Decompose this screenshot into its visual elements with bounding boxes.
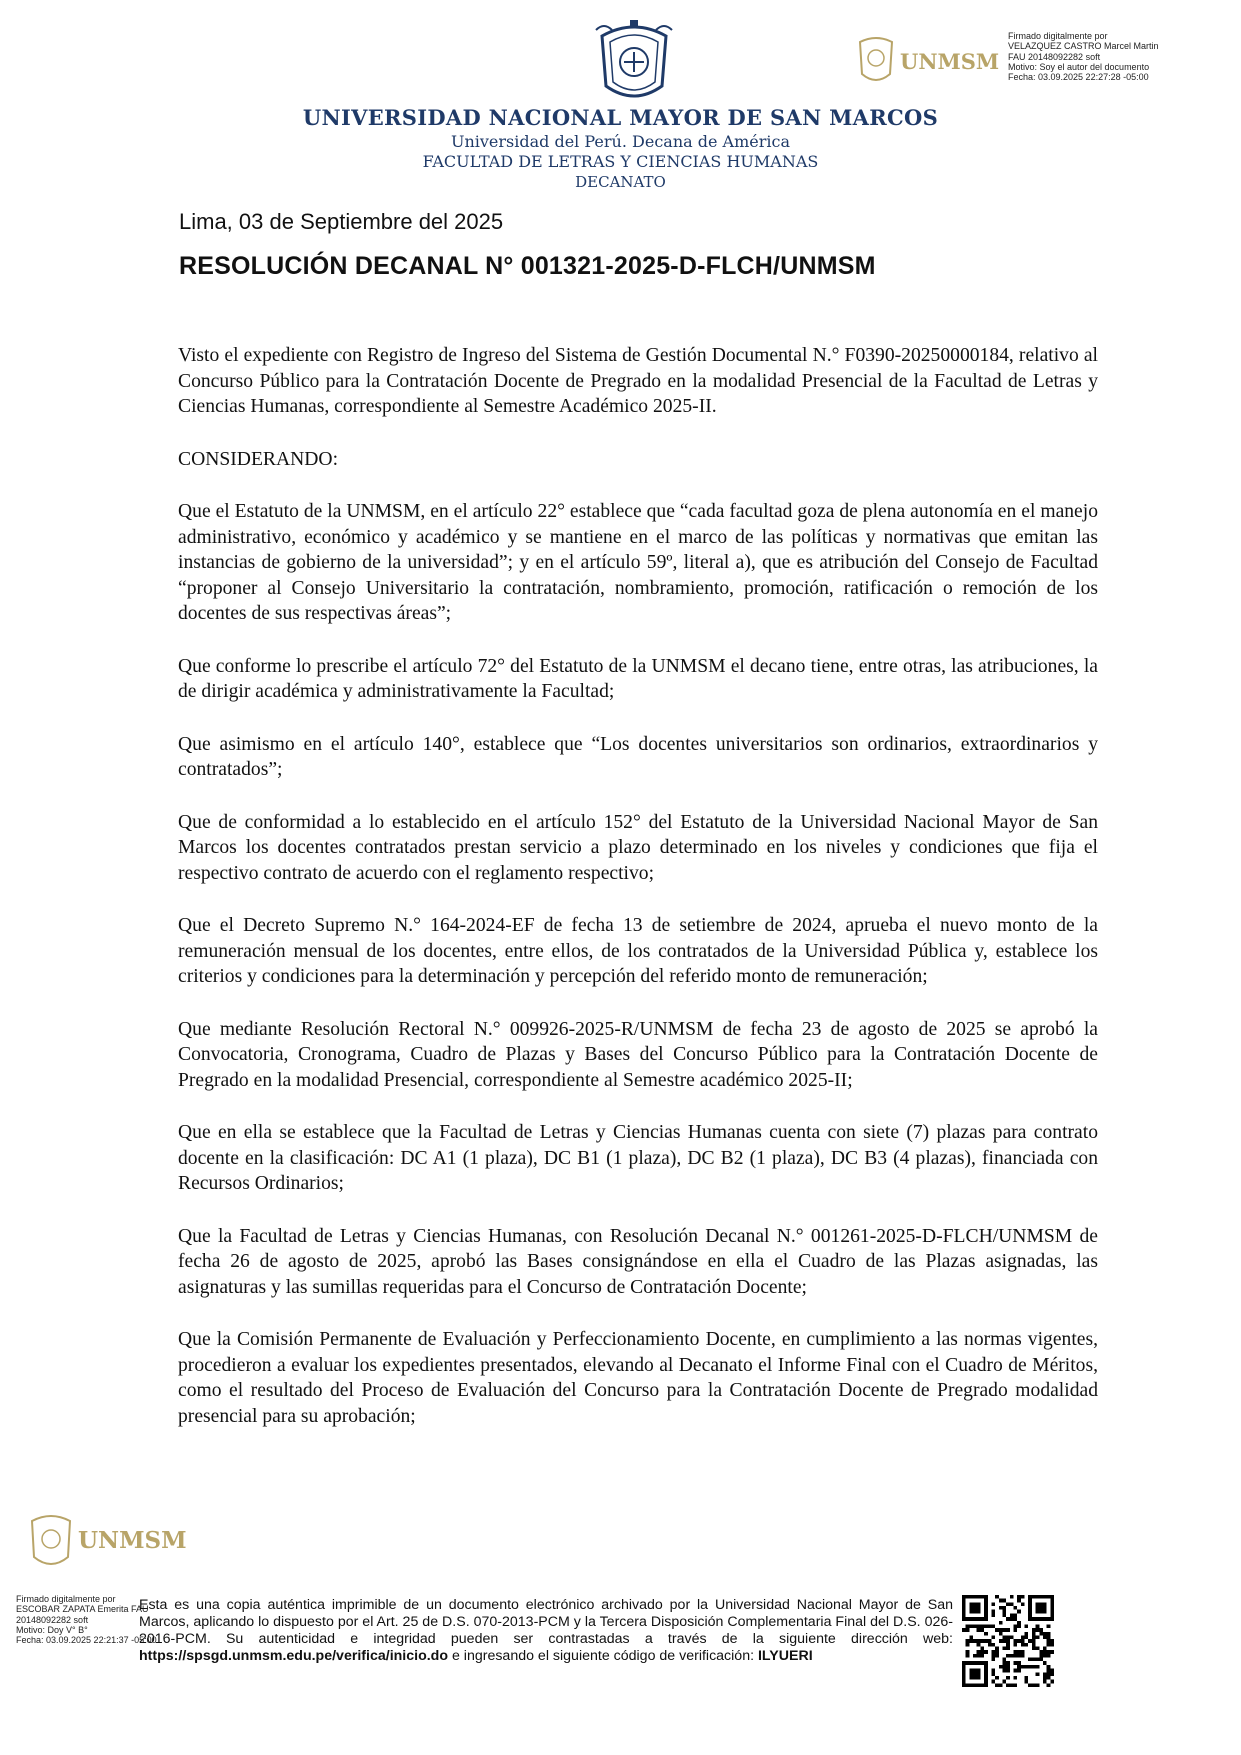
body-paragraph: Que la Comisión Permanente de Evaluación y Perfeccionamiento Docente, en cumplimiento a las normas vigentes, procedieron a evaluar los expedientes presentados, elevando al Decanato el Informe Final con el Cuadro de Méritos, como el resultado del Proceso de Evaluación del Concurso para la Contratación Docente de Pregrado modalidad presencial para su aprobación; [178, 1329, 1098, 1427]
document-body [178, 343, 1098, 1456]
body-paragraph: Que asimismo en el artículo 140°, establece que “Los docentes universitarios son ordinarios, extraordinarios y contratados”; [178, 733, 1098, 780]
body-paragraph: Que el Estatuto de la UNMSM, en el artículo 22° establece que “cada facultad goza de plena autonomía en el manejo administrativo, económico y académico y se mantiene en el marco de las políticas y normativas que emitan las instancias de gobierno de la universidad”; y en el artículo 59º, literal a), que es atribución del Consejo de Facultad “proponer al Consejo Universitario la contratación, nombramiento, promoción, ratificación o remoción de los docentes de sus respectivas áreas”; [178, 501, 1098, 624]
signature-stamp-bottom [26, 1507, 187, 1577]
university-crest-logo [590, 16, 678, 106]
verification-url-link[interactable]: https://spsgd.unmsm.edu.pe/verifica/inicio.do [139, 1648, 449, 1664]
intro-paragraph: Visto el expediente con Registro de Ingreso del Sistema de Gestión Documental N.° F0390-20250000184, relativo al Concurso Público para la Contratación Docente de Pregrado en la modalidad Presencial de la Facultad de Letras y Ciencias Humanas, correspondiente al Semestre Académico 2025-II. [178, 345, 1098, 417]
stamp-logo-text: UNMSM [78, 1527, 187, 1554]
document-title: RESOLUCIÓN DECANAL N° 001321-2025-D-FLCH/UNMSM [179, 252, 876, 280]
body-paragraph: Que conforme lo prescribe el artículo 72° del Estatuto de la UNMSM el decano tiene, entre otras, las atribuciones, la de dirigir académica y administrativamente la Facultad; [178, 655, 1098, 702]
signature-bottom-line: Motivo: Doy V° B° [16, 1624, 88, 1635]
signature-top-details [1008, 31, 1238, 82]
signature-bottom-line: 20148092282 soft [16, 1614, 89, 1625]
verification-footer [139, 1597, 953, 1665]
body-paragraph: Que mediante Resolución Rectoral N.° 009926-2025-R/UNMSM de fecha 23 de agosto de 2025 se aprobó la Convocatoria, Cronograma, Cuadro de Plazas y Bases del Concurso Público para la Contratación Docente de Pregrado en la modalidad Presencial, correspondiente al Semestre académico 2025-II; [178, 1018, 1098, 1091]
body-paragraph: Que la Facultad de Letras y Ciencias Humanas, con Resolución Decanal N.° 001261-2025-D-FLCH/UNMSM de fecha 26 de agosto de 2025, aprobó las Bases consignándose en ella el Cuadro de las Plazas asignadas, las asignaturas y las sumillas requeridas para el Concurso de Contratación Docente; [178, 1225, 1098, 1298]
crest-seal-icon [28, 1511, 74, 1571]
university-name: UNIVERSIDAD NACIONAL MAYOR DE SAN MARCOS [302, 105, 939, 130]
considerando-heading: CONSIDERANDO: [178, 448, 339, 470]
signature-top-line: Firmado digitalmente por [1008, 31, 1108, 41]
stamp-logo-text: UNMSM [900, 49, 1000, 74]
university-subtitle: Universidad del Perú. Decana de América [450, 132, 791, 151]
body-paragraph: Que el Decreto Supremo N.° 164-2024-EF de fecha 13 de setiembre de 2024, aprueba el nuevo monto de la remuneración mensual de los docentes, entre ellos, de los contratados de la Universidad Pública y, establece los criterios y condiciones para la determinación y percepción del referido monto de remuneración; [178, 915, 1098, 987]
verification-code: ILYUERI [757, 1648, 813, 1664]
signature-top-line: Motivo: Soy el autor del documento [1008, 61, 1150, 72]
signature-stamp-top [856, 32, 1002, 90]
signature-bottom-line: Firmado digitalmente por [16, 1594, 116, 1604]
crest-seal-icon [856, 34, 896, 86]
signature-bottom-line: ESCOBAR ZAPATA Emerita FAU [16, 1604, 149, 1615]
faculty-name: FACULTAD DE LETRAS Y CIENCIAS HUMANAS [422, 152, 819, 171]
signature-top-line: VELAZQUEZ CASTRO Marcel Martin [1008, 41, 1159, 52]
signature-bottom-line: Fecha: 03.09.2025 22:21:37 -05:00 [16, 1635, 157, 1646]
verification-qr-code [962, 1595, 1054, 1687]
signature-top-line: FAU 20148092282 soft [1008, 51, 1101, 62]
body-paragraph: Que de conformidad a lo establecido en el artículo 152° del Estatuto de la Universidad Nacional Mayor de San Marcos los docentes contratados prestan servicio a plazo determinado en los niveles y condiciones que fija el respectivo contrato de acuerdo con el reglamento respectivo; [178, 811, 1098, 884]
footer-text-2: e ingresando el siguiente código de verificación: [448, 1648, 758, 1664]
signature-top-line: Fecha: 03.09.2025 22:27:28 -05:00 [1008, 72, 1149, 83]
office-name: DECANATO [575, 173, 666, 191]
body-paragraph: Que en ella se establece que la Facultad de Letras y Ciencias Humanas cuenta con siete (7) plazas para contrato docente en la clasificación: DC A1 (1 plaza), DC B1 (1 plaza), DC B2 (1 plaza), DC B3 (4 plazas), financiada con Recursos Ordinarios; [178, 1122, 1098, 1194]
footer-text: Esta es una copia auténtica imprimible de un documento electrónico archivado por la Universidad Nacional Mayor de San Marcos, aplicando lo dispuesto por el Art. 25 de D.S. 070-2013-PCM y la Tercera Disposición Complementaria Final del D.S. 026- 2016-PCM. Su autenticidad e integridad pueden ser contrastadas a través de la siguiente dirección web: [139, 1597, 953, 1647]
document-date: Lima, 03 de Septiembre del 2025 [179, 209, 504, 234]
